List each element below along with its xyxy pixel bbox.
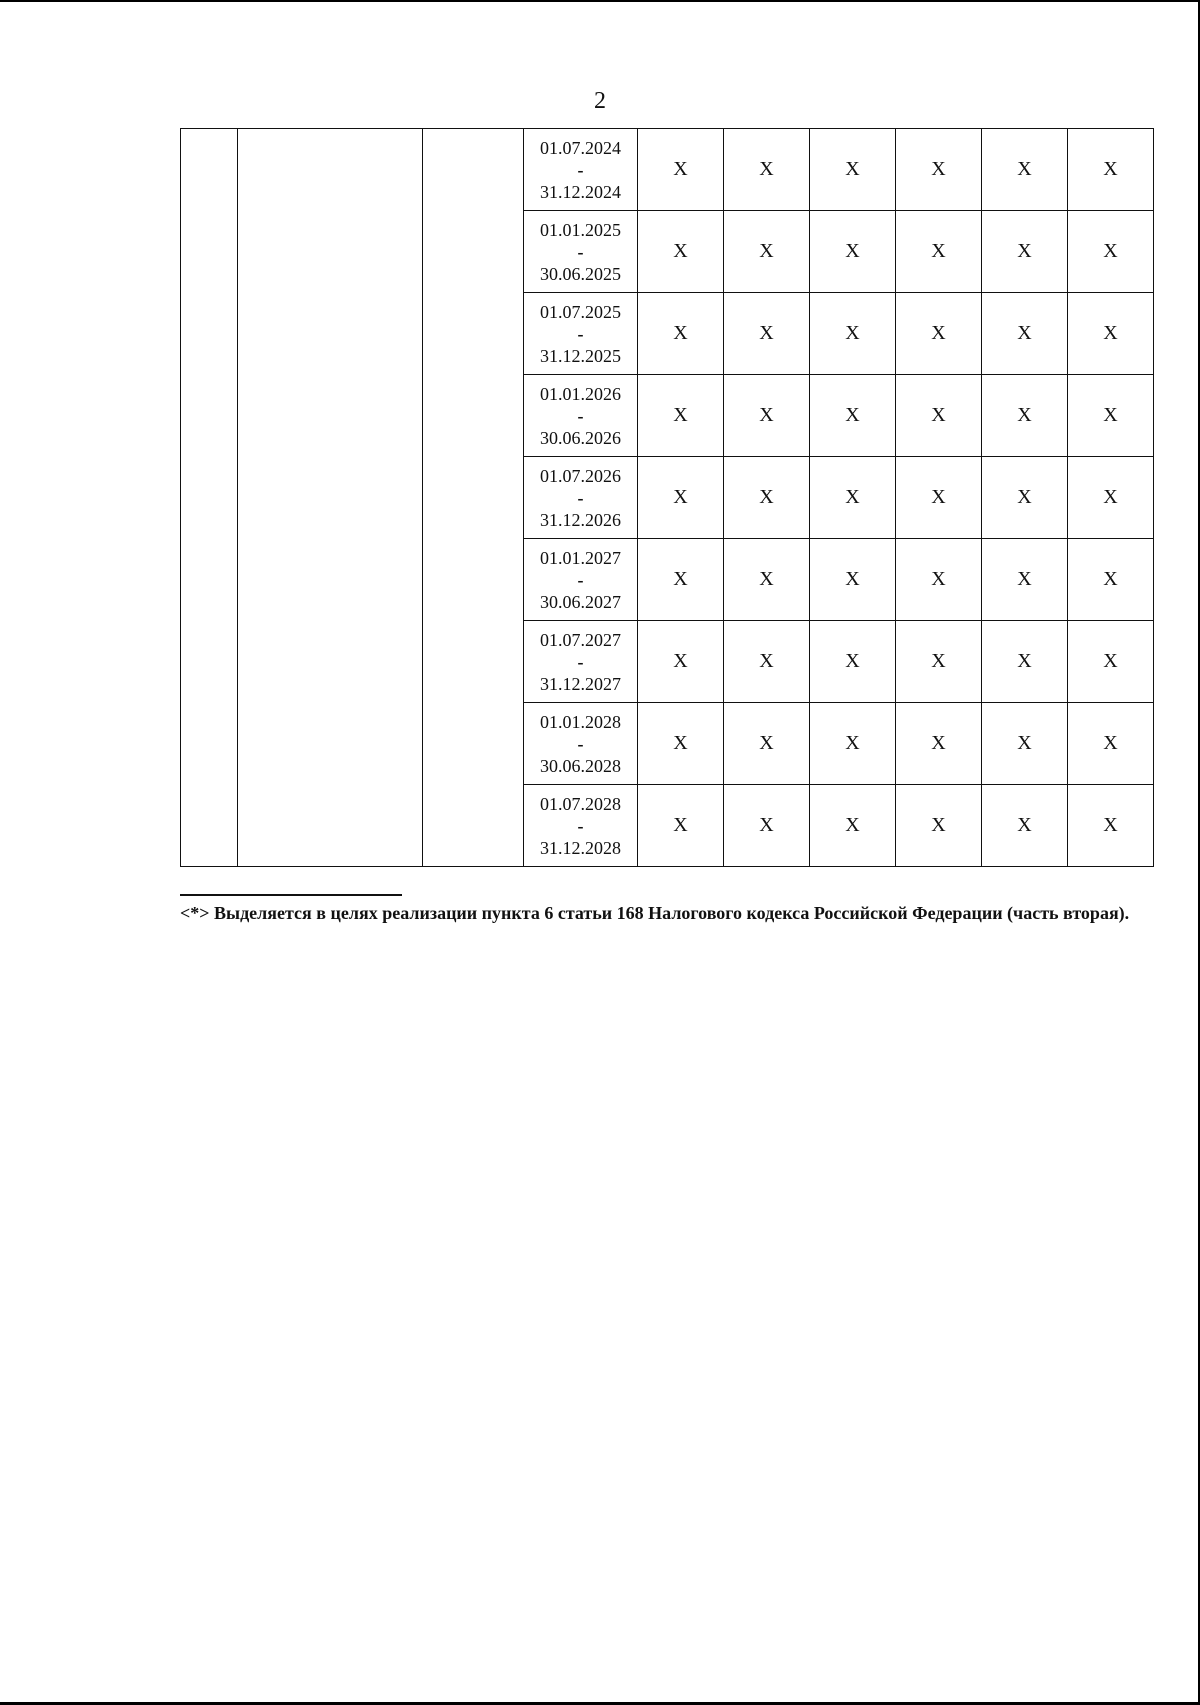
period-sep: - — [577, 651, 584, 672]
period-sep: - — [577, 241, 584, 262]
period-sep: - — [577, 323, 584, 344]
mark-cell: X — [810, 539, 896, 621]
mark-cell: X — [638, 785, 724, 867]
mark-cell: X — [724, 785, 810, 867]
mark-cell: X — [638, 129, 724, 211]
mark-cell: X — [810, 457, 896, 539]
mark-cell: X — [638, 293, 724, 375]
mark-cell: X — [982, 785, 1068, 867]
period-end: 31.12.2024 — [540, 181, 621, 202]
table-row — [181, 129, 1154, 211]
mark-cell: X — [896, 293, 982, 375]
period-start: 01.07.2028 — [540, 793, 621, 814]
mark-cell: X — [1068, 211, 1154, 293]
mark-cell: X — [982, 703, 1068, 785]
mark-cell: X — [1068, 375, 1154, 457]
period-start: 01.07.2025 — [540, 301, 621, 322]
mark-cell: X — [724, 211, 810, 293]
period-cell — [524, 293, 638, 375]
mark-cell: X — [896, 457, 982, 539]
period-sep: - — [577, 733, 584, 754]
mark-cell: X — [896, 211, 982, 293]
period-end: 31.12.2025 — [540, 345, 621, 366]
mark-cell: X — [896, 621, 982, 703]
schedule-table — [180, 128, 1154, 867]
mark-cell: X — [896, 129, 982, 211]
period-cell — [524, 703, 638, 785]
mark-cell: X — [810, 375, 896, 457]
mark-cell: X — [810, 293, 896, 375]
mark-cell: X — [982, 293, 1068, 375]
schedule-table-body — [181, 129, 1154, 867]
mark-cell: X — [896, 375, 982, 457]
empty-column-cell-2 — [238, 129, 423, 867]
period-cell — [524, 539, 638, 621]
period-sep: - — [577, 569, 584, 590]
mark-cell: X — [982, 211, 1068, 293]
mark-cell: X — [1068, 703, 1154, 785]
period-start: 01.01.2028 — [540, 711, 621, 732]
mark-cell: X — [810, 785, 896, 867]
mark-cell: X — [1068, 293, 1154, 375]
page-number: 2 — [594, 88, 606, 114]
mark-cell: X — [810, 703, 896, 785]
period-cell — [524, 785, 638, 867]
mark-cell: X — [1068, 129, 1154, 211]
period-end: 31.12.2027 — [540, 673, 621, 694]
period-cell — [524, 457, 638, 539]
mark-cell: X — [1068, 621, 1154, 703]
mark-cell: X — [724, 621, 810, 703]
period-cell — [524, 211, 638, 293]
mark-cell: X — [638, 457, 724, 539]
footnote-text: <*> Выделяется в целях реализации пункта 6 статьи 168 Налогового кодекса Российской Федерации (часть вторая). — [180, 903, 1130, 923]
empty-column-cell-3 — [423, 129, 524, 867]
mark-cell: X — [982, 375, 1068, 457]
period-start: 01.01.2027 — [540, 547, 621, 568]
period-sep: - — [577, 487, 584, 508]
mark-cell: X — [810, 621, 896, 703]
period-start: 01.01.2026 — [540, 383, 621, 404]
period-start: 01.07.2027 — [540, 629, 621, 650]
mark-cell: X — [810, 211, 896, 293]
scan-border-top — [0, 0, 1200, 2]
mark-cell: X — [638, 703, 724, 785]
mark-cell: X — [896, 785, 982, 867]
mark-cell: X — [724, 457, 810, 539]
mark-cell: X — [982, 621, 1068, 703]
mark-cell: X — [724, 703, 810, 785]
mark-cell: X — [896, 539, 982, 621]
footnote-rule — [180, 894, 402, 896]
mark-cell: X — [810, 129, 896, 211]
mark-cell: X — [982, 539, 1068, 621]
period-end: 30.06.2028 — [540, 755, 621, 776]
period-end: 30.06.2027 — [540, 591, 621, 612]
mark-cell: X — [1068, 785, 1154, 867]
mark-cell: X — [638, 539, 724, 621]
mark-cell: X — [724, 293, 810, 375]
period-cell — [524, 129, 638, 211]
empty-column-cell-1 — [181, 129, 238, 867]
period-end: 30.06.2026 — [540, 427, 621, 448]
mark-cell: X — [638, 621, 724, 703]
period-start: 01.07.2024 — [540, 137, 621, 158]
period-end: 31.12.2026 — [540, 509, 621, 530]
period-cell — [524, 375, 638, 457]
period-sep: - — [577, 405, 584, 426]
period-end: 31.12.2028 — [540, 837, 621, 858]
mark-cell: X — [982, 457, 1068, 539]
mark-cell: X — [724, 539, 810, 621]
mark-cell: X — [896, 703, 982, 785]
period-sep: - — [577, 815, 584, 836]
mark-cell: X — [638, 211, 724, 293]
mark-cell: X — [1068, 539, 1154, 621]
mark-cell: X — [724, 375, 810, 457]
period-start: 01.01.2025 — [540, 219, 621, 240]
mark-cell: X — [1068, 457, 1154, 539]
mark-cell: X — [638, 375, 724, 457]
period-end: 30.06.2025 — [540, 263, 621, 284]
mark-cell: X — [982, 129, 1068, 211]
period-sep: - — [577, 159, 584, 180]
mark-cell: X — [724, 129, 810, 211]
period-cell — [524, 621, 638, 703]
period-start: 01.07.2026 — [540, 465, 621, 486]
